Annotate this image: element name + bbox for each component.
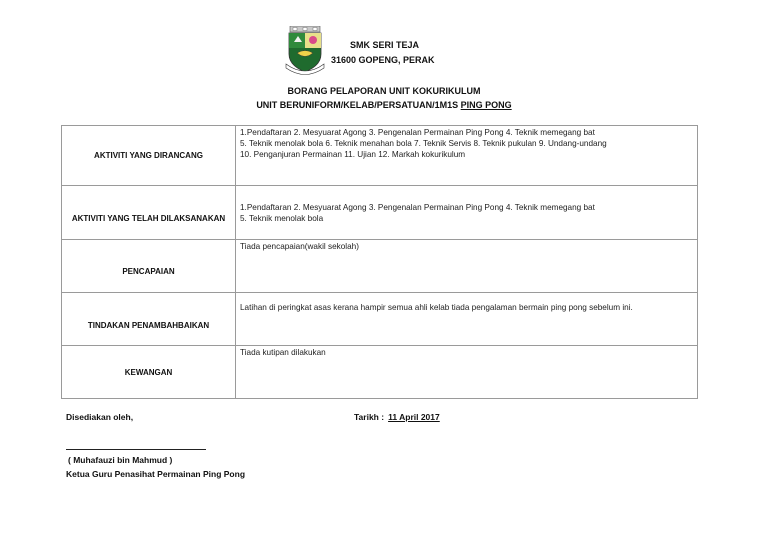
row-label-achievement: PENCAPAIAN	[62, 240, 236, 293]
date-field	[354, 412, 440, 422]
row-label-completed-activities: AKTIVITI YANG TELAH DILAKSANAKAN	[62, 186, 236, 240]
date-value: 11 April 2017	[388, 412, 440, 422]
prepared-by-label: Disediakan oleh,	[66, 412, 134, 422]
table-row	[62, 346, 698, 399]
school-name: SMK SERI TEJA	[350, 40, 420, 50]
signer-name: ( Muhafauzi bin Mahmud )	[68, 455, 173, 465]
form-subtitle	[0, 100, 768, 110]
text-line: Latihan di peringkat asas kerana hampir semua ahli kelab tiada pengalaman bermain ping pong sebelum ini.	[240, 303, 633, 312]
table-row	[62, 240, 698, 293]
text-line: 5. Teknik menolak bola	[240, 214, 324, 223]
text-line: Tiada kutipan dilakukan	[240, 348, 326, 357]
school-crest-logo	[284, 26, 326, 76]
signature-line	[66, 449, 206, 450]
text-line: 5. Teknik menolak bola 6. Teknik menahan bola 7. Teknik Servis 8. Teknik pukulan 9. Undang-undang	[240, 139, 607, 148]
row-value-improvement	[236, 293, 698, 346]
date-label: Tarikh :	[354, 412, 385, 422]
text-line: 1.Pendaftaran 2. Mesyuarat Agong 3. Pengenalan Permainan Ping Pong 4. Teknik memegang bat	[240, 128, 595, 137]
text-line: Tiada pencapaian(wakil sekolah)	[240, 242, 359, 251]
table-row	[62, 126, 698, 186]
row-label-finance: KEWANGAN	[62, 346, 236, 399]
row-value-completed-activities	[236, 186, 698, 240]
form-subtitle-unit: PING PONG	[460, 100, 512, 110]
table-row	[62, 293, 698, 346]
signer-title: Ketua Guru Penasihat Permainan Ping Pong	[66, 469, 246, 479]
row-label-improvement: TINDAKAN PENAMBAHBAIKAN	[62, 293, 236, 346]
row-value-achievement	[236, 240, 698, 293]
row-value-finance	[236, 346, 698, 399]
report-table	[61, 125, 698, 399]
form-title: BORANG PELAPORAN UNIT KOKURIKULUM	[287, 86, 481, 96]
school-address: 31600 GOPENG, PERAK	[331, 55, 435, 65]
row-label-planned-activities: AKTIVITI YANG DIRANCANG	[62, 126, 236, 186]
text-line: 1.Pendaftaran 2. Mesyuarat Agong 3. Pengenalan Permainan Ping Pong 4. Teknik memegang bat	[240, 203, 595, 212]
table-row	[62, 186, 698, 240]
form-subtitle-prefix: UNIT BERUNIFORM/KELAB/PERSATUAN/1M1S	[256, 100, 461, 110]
row-value-planned-activities	[236, 126, 698, 186]
text-line: 10. Penganjuran Permainan 11. Ujian 12. Markah kokurikulum	[240, 150, 466, 159]
